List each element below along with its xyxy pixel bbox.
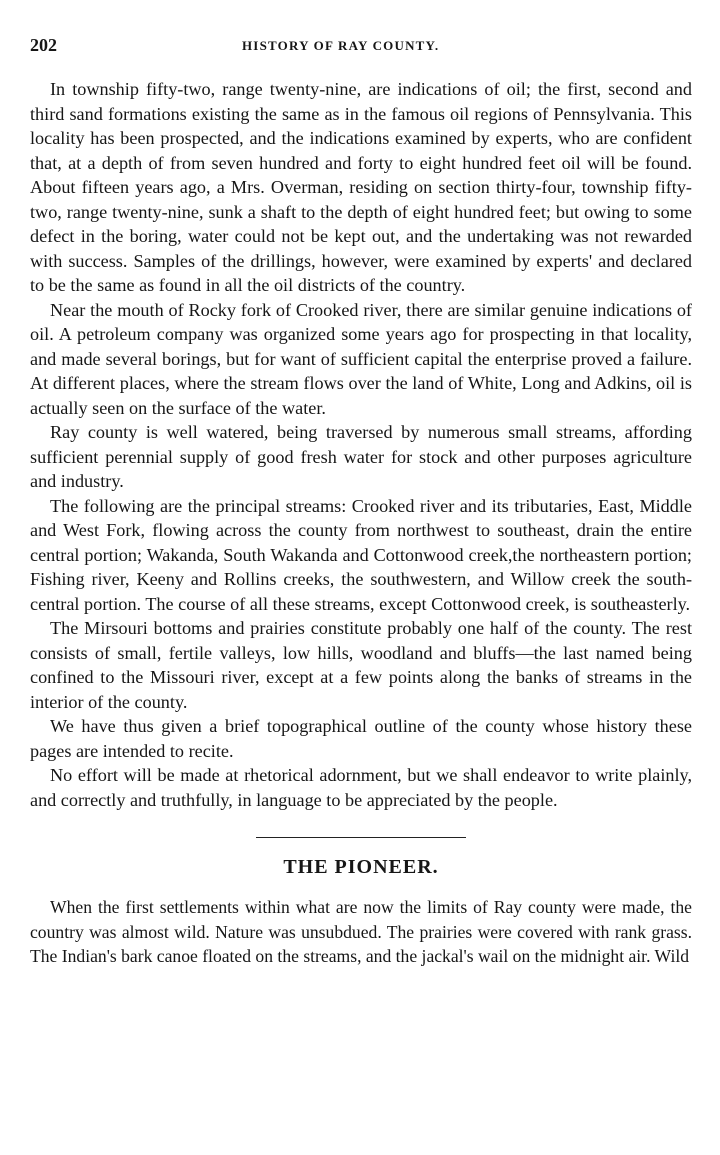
running-head [30, 35, 692, 59]
section-heading: THE PIONEER. [283, 856, 439, 878]
paragraph-topographical-outline: We have thus given a brief topographical outline of the county whose history these pages are intended to recite. [30, 716, 692, 761]
paragraph-rhetorical-adornment: No effort will be made at rhetorical adornment, but we shall endeavor to write plainly, and correctly and truthfully, in language to be appreciated by the people. [30, 765, 692, 810]
book-page [30, 35, 692, 969]
paragraph-rocky-fork: Near the mouth of Rocky fork of Crooked river, there are similar genuine indications of oil. A petroleum company was organized some years ago for prospecting in that locality, and made several borings, but for want of sufficient capital the enterprise proved a failure. At different places, where the stream flows over the land of White, Long and Adkins, oil is actually seen on the surface of the water. [30, 299, 692, 418]
paragraph-oil-township: In township fifty-two, range twenty-nine, are indications of oil; the first, second and third sand formations existing the same as in the famous oil regions of Pennsylvania. This locality has been prospected, and the indications examined by experts, who are confident that, at a depth of from seven hundred and forty to eight hundred feet oil will be found. About fifteen years ago, a Mrs. Overman, residing on section thirty-four, township fifty-two, range twenty-nine, sunk a shaft to the depth of eight hundred feet; but owing to some defect in the boring, water could not be kept out, and the undertaking was not rewarded with success. Samples of the drillings, however, were examined by experts' and declared to be the same as found in all the oil districts of the country. [30, 79, 692, 295]
paragraph-pioneer-intro: When the first settlements within what are now the limits of Ray county were made, the country was almost wild. Nature was unsubdued. The prairies were covered with rank grass. The Indian's bark canoe floated on the streams, and the jackal's wail on the midnight air. Wild [30, 897, 692, 966]
page-number: 202 [30, 35, 57, 55]
paragraph-principal-streams: The following are the principal streams: Crooked river and its tributaries, East, Middle and West Fork, flowing across the county from northwest to southeast, drain the entire central portion; Wakanda, South Wakanda and Cottonwood creek,the northeastern portion; Fishing river, Keeny and Rollins creeks, the southwestern, and Willow creek the south-central portion. The course of all these streams, except Cottonwood creek, is southeasterly. [30, 495, 692, 614]
body-text [30, 77, 692, 812]
paragraph-water-supply: Ray county is well watered, being traversed by numerous small streams, affording sufficient perennial supply of good fresh water for stock and other purposes agriculture and industry. [30, 422, 692, 491]
running-title: HISTORY OF RAY COUNTY. [242, 38, 440, 53]
paragraph-bottoms-prairies: The Mirsouri bottoms and prairies constitute probably one half of the county. The rest consists of small, fertile valleys, low hills, woodland and bluffs—the last named being confined to the Missouri river, except at a few points along the banks of streams in the interior of the county. [30, 618, 692, 712]
section-divider [256, 837, 466, 838]
